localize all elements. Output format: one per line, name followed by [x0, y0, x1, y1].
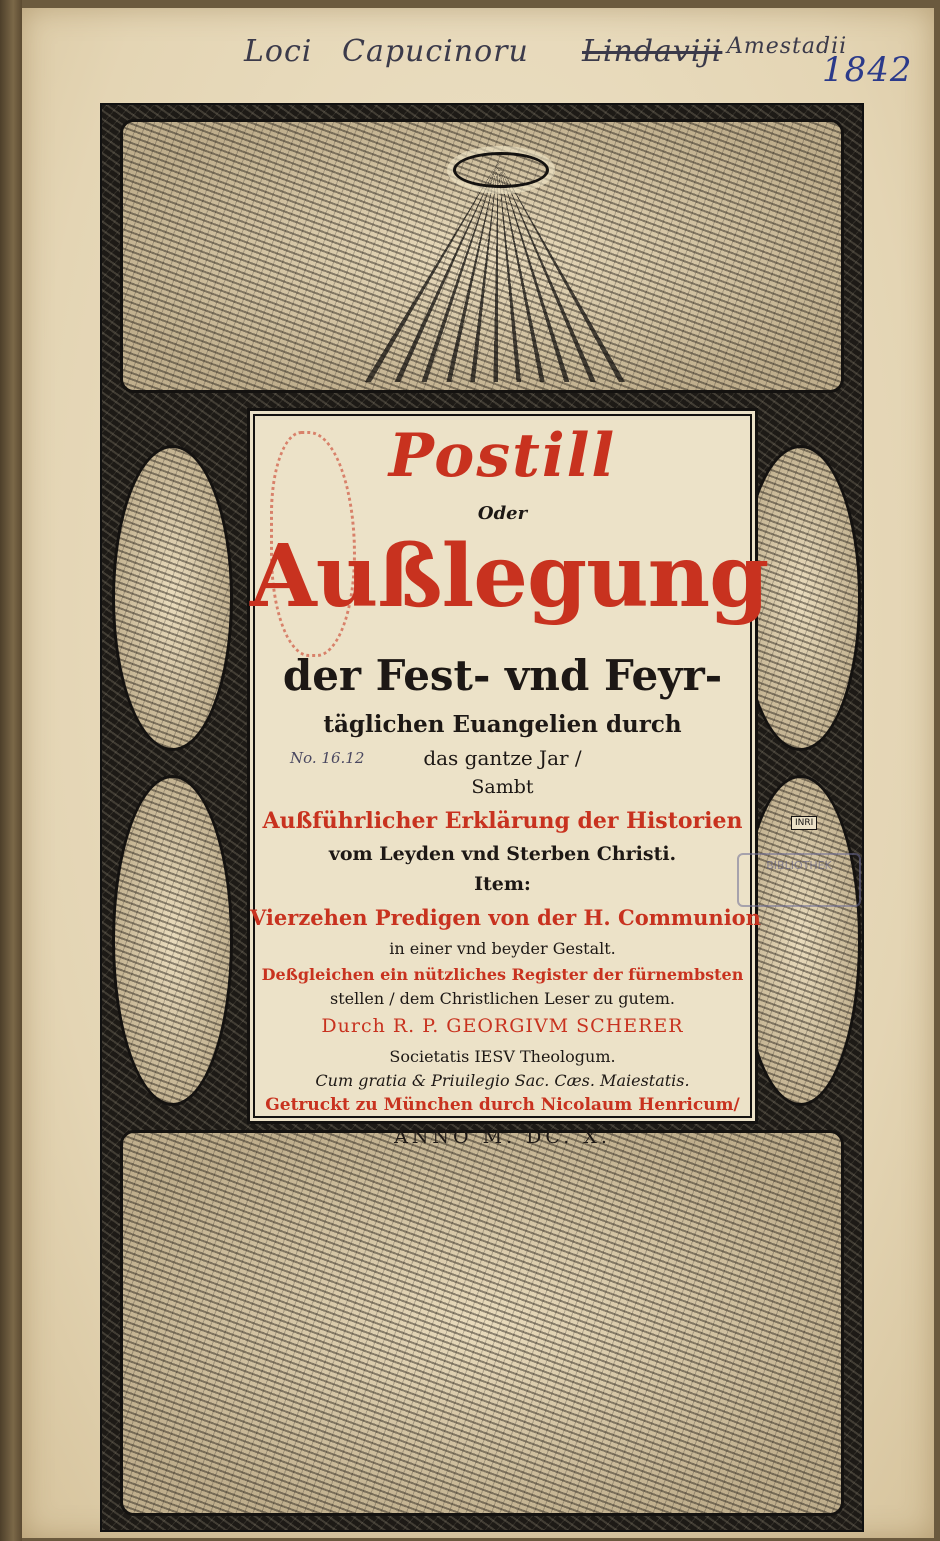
subtitle-desgleichen: Deßgleichen ein nützliches Register der fürnembsten: [261, 965, 744, 984]
handwriting-word: Loci: [244, 34, 313, 69]
subtitle-stellen: stellen / dem Christlichen Leser zu gutem.: [330, 989, 675, 1008]
subtitle-item: Item:: [474, 873, 531, 895]
halo-icon: [453, 152, 549, 188]
library-stamp: [737, 853, 861, 907]
inri-label: INRI: [791, 816, 817, 830]
title-oder: Oder: [477, 503, 528, 524]
privilege-line: Cum gratia & Priuilegio Sac. Cæs. Maiestatis.: [315, 1071, 690, 1090]
author-affiliation: Societatis IESV Theologum.: [389, 1047, 616, 1066]
woodcut-heaven-scene: [120, 119, 844, 393]
stamp-text: BIBLIOTHEK: [766, 859, 832, 872]
woodcut-crowning-scene: [112, 775, 233, 1106]
handwritten-year: 1842: [822, 50, 913, 90]
subtitle-einer: in einer vnd beyder Gestalt.: [389, 939, 616, 958]
subtitle-aussfuehrlicher: Außführlicher Erklärung der Historien: [262, 808, 743, 834]
handwriting-word: Capucinoru: [342, 34, 529, 69]
woodcut-crucifixion-scene: [740, 775, 861, 1106]
subtitle-jar: das gantze Jar /: [423, 746, 582, 770]
imprint-line: Getruckt zu München durch Nicolaum Henricum/: [265, 1095, 740, 1115]
subtitle-vierzehen: Vierzehen Predigen von der H. Communion: [250, 905, 761, 930]
title-page: [22, 8, 934, 1538]
handwritten-shelf-mark: No. 16.12: [290, 749, 365, 767]
title-postill: Postill: [388, 421, 617, 491]
author-line: Durch R. P. GEORGIVM SCHERER: [321, 1015, 684, 1037]
imprint-year: ANNO M. DC. X.: [394, 1126, 611, 1148]
handwriting-word: Amestadii: [727, 34, 848, 59]
title-auslegung: Außlegung: [250, 526, 769, 627]
woodcut-flagellation-scene: [112, 445, 233, 751]
subtitle-fest: der Fest- vnd Feyr-: [282, 651, 723, 700]
title-cartouche: [247, 408, 769, 1148]
subtitle-taeglichen: täglichen Euangelien durch: [323, 711, 682, 738]
handwriting-struck-word: Lindaviji: [582, 34, 723, 69]
subtitle-sambe: Sambt: [471, 776, 534, 798]
subtitle-leyden: vom Leyden vnd Sterben Christi.: [328, 843, 677, 865]
light-rays: [358, 162, 638, 382]
book-binding-edge: [0, 0, 22, 1541]
handwritten-provenance: [22, 30, 934, 100]
woodcut-saints-procession-scene: [120, 1130, 844, 1516]
